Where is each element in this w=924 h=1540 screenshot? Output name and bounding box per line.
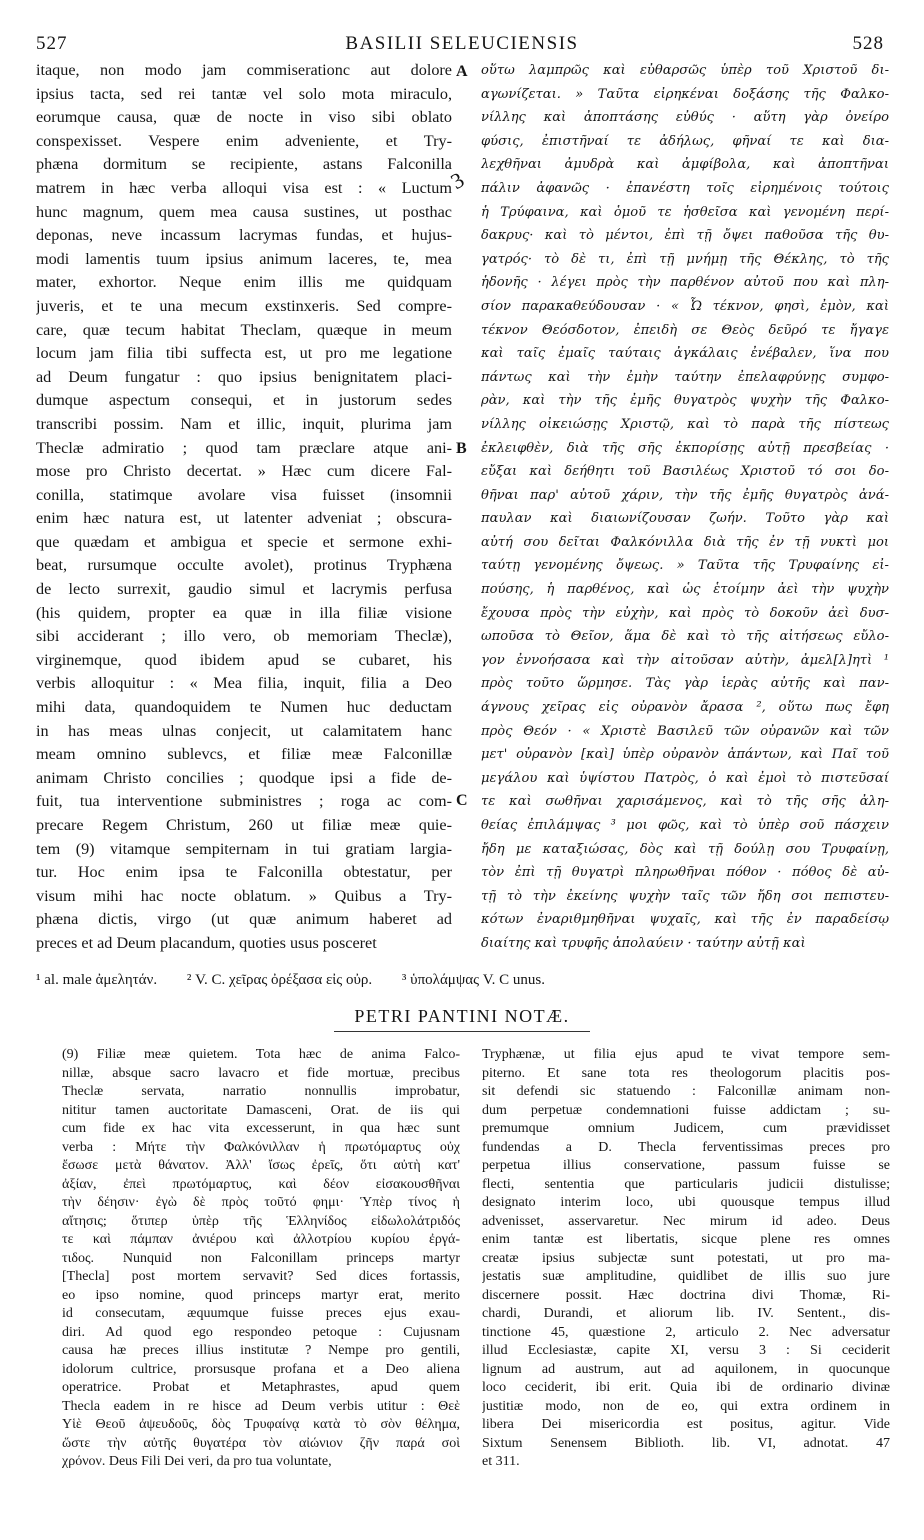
note-line: cum fide ex hac vita excesserunt, in qua hæc sunt <box>62 1121 460 1136</box>
note-line: illud Ecclesiastæ, capite XI, versu 3 : Si ceciderit <box>482 1343 890 1358</box>
greek-text-line: παυλαν καὶ διαιωνίζουσαν ζωήν. Τοῦτο γὰρ καὶ <box>481 511 889 527</box>
greek-text-line: εὔξαι καὶ δεήθητι τοῦ Βασιλέως Χριστοῦ τό σοι δο- <box>481 464 889 480</box>
margin-marker-a: A <box>456 63 468 80</box>
greek-text-line: τὸν ἐπὶ τῇ θυγατρὶ πληρωθῆναι πόθον · πόθος δὲ αὐ- <box>481 865 889 881</box>
latin-text-line: virginemque, quod ibidem apud se cubaret, his <box>36 650 452 669</box>
latin-text-line: verbis alloquitur : « Mea filia, inquit, filia a Deo <box>36 674 452 693</box>
note-line: tinctione 45, quæstione 2, articulo 2. Nec adversatur <box>482 1324 890 1340</box>
latin-text-line: precare Regem Christum, 260 ut filiæ meæ quie- <box>36 816 452 834</box>
note-line: eo ipso nomine, quod princeps martyr erat, merito <box>62 1287 460 1303</box>
note-line: lignum ad austrum, aut ad aquilonem, in quocunque <box>482 1361 890 1377</box>
greek-text-line: ταύτῃ γενομένης ὄψεως. » Ταῦτα τῆς Τρυφαίνης εἰ- <box>481 558 889 574</box>
note-line: causa hæ preces illius institutæ ? Nempe pro gentili, <box>62 1343 460 1358</box>
heading-rule <box>334 1031 590 1032</box>
greek-text-line: μεγάλου καὶ ὑψίστου Πατρὸς, ὁ καὶ ἐμοὶ τὸ πιστεῦσαί <box>481 770 889 786</box>
note-line: dum perpetuæ condemnationi fuisse addictam ; su- <box>482 1102 890 1118</box>
note-line: nillæ, absque sacro lavacro et fide mortuæ, precibus <box>62 1065 460 1081</box>
page-number-left: 527 <box>36 33 68 54</box>
note-line: chardi, Durandi, et aliorum lib. IV. Sentent., dis- <box>482 1306 890 1321</box>
note-line: idolorum cultrice, prorsusque profana et a Deo aliena <box>62 1361 460 1377</box>
notes-heading: PETRI PANTINI NOTÆ. <box>354 1006 570 1026</box>
latin-text-line: deponas, neve incassum lacrymas fundas, et hujus- <box>36 226 452 245</box>
latin-text-line: mose pro Christo decertat. » Hæc cum dicere Fal- <box>36 462 452 481</box>
note-line: ἀξίαν, ἐπεὶ πρωτόμαρτυς, καὶ δέον εἰσακουσθῆναι <box>62 1176 460 1192</box>
greek-text-line: διαίτης καὶ τρυφῆς ἀπολαύειν · ταύτην αὐτῇ καὶ <box>481 935 806 951</box>
greek-text-line: ἐκλειφθὲν, διὰ τῆς σῆς ἐκπορίσῃς αὐτῇ πρεσβείας · <box>481 440 889 456</box>
note-line: piterno. Et sane tota res theologorum placitis pos- <box>482 1065 890 1081</box>
greek-text-line: πρὸς Θεόν · « Χριστὲ Βασιλεῦ τῶν οὐρανῶν καὶ τῶν <box>481 723 889 739</box>
note-line: id consecutam, æquumque fuisse preces ejus exau- <box>62 1306 460 1321</box>
margin-marker-c: C <box>456 792 468 809</box>
greek-text-line: αγωνίζεται. » Ταῦτα εἰρηκέναι δοξάσης τῆς Φαλκο- <box>481 86 889 102</box>
latin-text-line: ad Deum fungatur : quo ipsius benignitatem placi- <box>36 367 452 386</box>
greek-text-line: πάντως καὶ τὴν ἐμὴν ταύτην ἐπελαφρύνῃς συμφο- <box>481 369 889 385</box>
greek-text-line: οὕτω λαμπρῶς καὶ εὐθαρσῶς ὑπὲρ τοῦ Χριστοῦ δι- <box>481 63 889 78</box>
latin-text-line: itaque, non modo jam commiserationc aut dolore <box>36 61 452 79</box>
greek-text-line: ἔχουσα πρὸς τὴν εὐχὴν, καὶ πρὸς τὸ δοκοῦν ἀεὶ δυσ- <box>481 605 889 621</box>
latin-text-line: eorumque causa, quæ de nocte in viso sibi oblato <box>36 108 452 127</box>
greek-text-line: τῇ τὸ τὴν ἐκείνης ψυχὴν ταῖς τῶν ἤδη σοι πεπιστευ- <box>481 888 889 904</box>
note-line: loco ceciderit, ibi erit. Quia ibi de ordinario divinæ <box>482 1380 890 1395</box>
greek-text-line: τέκνον Θεόσδοτον, ἐπειδὴ σε Θεὸς δεῦρό τε ἤγαγε <box>481 322 889 338</box>
latin-text-line: ipsius tacta, sed rei tantæ vel solo mota miraculo, <box>36 84 452 103</box>
greek-text-line: γον ἐννοήσασα καὶ τὴν αἰτοῦσαν αὐτὴν, ἀμελ[λ]ητὶ ¹ <box>481 652 889 668</box>
greek-text-line: τε καὶ σωθῆναι χαρισάμενος, καὶ τὸ τῆς σῆς ἀλη- <box>481 794 889 810</box>
note-line: flecti, sententia que particularis judicii distulisse; <box>482 1176 890 1192</box>
latin-text-line: tur. Hoc enim ipsa te Falconilla obtestatur, per <box>36 863 452 882</box>
latin-text-line: Theclæ admiratio ; quod tam præclare atque ani- <box>36 438 452 457</box>
note-line: (9) Filiæ meæ quietem. Tota hæc de anima Falco- <box>62 1047 460 1062</box>
greek-text-line: θῆναι παρ' αὐτοῦ χάριν, τὴν τῆς ἐμῆς θυγατρὸς ἀνά- <box>481 487 889 503</box>
greek-text-line: μετ' οὐρανὸν [καὶ] ὑπὲρ οὐρανὸν ἁπάντων, καὶ Παῖ τοῦ <box>481 747 889 763</box>
note-line: αἴτησις; ὅτιπερ ὑπὲρ τῆς Ἑλληνίδος εἰδωλολάτριδός <box>62 1213 460 1229</box>
note-line: fundendas a D. Thecla ferventissimas preces pro <box>482 1139 890 1155</box>
note-line: τιδος. Nunquid non Falconillam princeps martyr <box>62 1250 460 1266</box>
latin-text-line: de lecto surrexit, gaudio simul et lacrymis perfusa <box>36 580 452 599</box>
note-line: Υἱὲ Θεοῦ ἀψευδοῦς, δὸς Τρυφαίνᾳ κατὰ τὸ σὸν θέλημα, <box>62 1417 460 1432</box>
latin-text-line: transcribi possim. Nam et illic, inquit, plurima jam <box>36 414 452 433</box>
latin-text-line: animam Christo concilies ; quodque ipsi a fide de- <box>36 768 452 787</box>
note-line: justitiæ modo, non de eo, qui extra ordinem in <box>482 1398 890 1414</box>
latin-text-line: phæna dictis, virgo (ut quæ animum haberet ad <box>36 910 452 929</box>
latin-text-line: conilla, statimque avolare visa fuisset (insomnii <box>36 485 452 504</box>
latin-text-line: fuit, tua interventione subministres ; roga ac com- <box>36 792 452 811</box>
margin-marker-b: B <box>456 440 467 457</box>
note-line: verba : Μήτε τὴν Φαλκόνιλλαν ἡ πρωτόμαρτυς οὐχ <box>62 1139 460 1155</box>
note-line: Theclæ servata, narratio nonnullis improbatur, <box>62 1084 460 1099</box>
latin-text-line: preces et ad Deum placandum, quoties usus posceret <box>36 933 377 952</box>
latin-text-line: juveris, et te una mecum exstinxeris. Sed compre- <box>36 296 452 315</box>
note-line: τὴν δέησιν· ἐγὼ δὲ πρὸς τοῦτό φημι· Ὑπὲρ τίνος ἡ <box>62 1195 460 1210</box>
latin-text-line: meam omnino sublevcs, et filiæ meæ Falconillæ <box>36 745 452 764</box>
note-line: ὥστε τὴν αὐτῆς θυγατέρα τὸν αἰώνιον ζῆν παρά σοὶ <box>62 1435 460 1451</box>
greek-text-line: καὶ ταῖς ἐμαῖς ταύταις ἀγκάλαις ἐνέβαλεν, ἵνα που <box>481 346 889 362</box>
footnote-1: ¹ al. male ἀμελητάν. <box>36 972 158 988</box>
greek-text-line: ἡ Τρύφαινα, καὶ ὁμοῦ τε ἡσθεῖσα καὶ γενομένη περί- <box>481 204 889 220</box>
greek-text-line: θείας ἐπιλάμψας ³ μοι φῶς, καὶ τὸ ὑπὲρ σοῦ πάσχειν <box>481 818 889 833</box>
note-line: advenisset, asservaretur. Nec mirum id adeo. Deus <box>482 1213 890 1229</box>
greek-text-line: πάλιν ἀφανῶς · ἐπανέστη τοῖς εἰρημένοις τούτοις <box>481 180 889 196</box>
greek-text-line: ἡδονῆς · λέγει πρὸς τὴν παρθένον αὐτοῦ που καὶ πλη- <box>481 275 889 291</box>
note-line: libera Dei misericordia est positus, agitur. Vide <box>482 1417 890 1432</box>
latin-text-line: beat, rursumque occulte avolet), protinus Tryphæna <box>36 556 452 575</box>
note-line: creatæ ipsius subjectæ sunt potestati, ut pro ma- <box>482 1250 890 1266</box>
footnotes <box>36 970 896 990</box>
note-line: perpetua illius conservatione, passum fuisse se <box>482 1158 890 1173</box>
latin-text-line: matrem in hæc verba alloqui visa est : « Luctum <box>36 178 452 197</box>
latin-text-line: visum mihi hac nocte oblatum. » Quibus a Try- <box>36 886 452 905</box>
latin-text-column <box>36 59 452 956</box>
latin-text-line: que quædam et ambigua et specie et sermone exhi- <box>36 532 452 551</box>
note-line: designato interim loco, ubi quousque tempus illud <box>482 1195 890 1210</box>
greek-text-line: αὐτή σου δεῖται Φαλκόνιλλα διὰ τῆς ἐν τῇ νυκτὶ μοι <box>481 534 889 550</box>
greek-text-line: άγνους χεῖρας εἰς οὐρανὸν ἄρασα ², οὕτω πως ἔφη <box>481 700 889 716</box>
latin-text-line: mihi data, quandoquidem te Numen huc deductam <box>36 698 452 717</box>
footnote-3: ³ ὑπολάμψας V. C unus. <box>401 972 546 988</box>
footnote-2: ² V. C. χεῖρας ὀρέξασα εἰς οὐρ. <box>186 972 373 988</box>
note-line: [Thecla] post mortem servavit? Sed dices fortassis, <box>62 1269 460 1284</box>
greek-text-line: ρὰν, καὶ τὴν τῆς ἐμῆς θυγατρὸς ψυχὴν τῆς Φαλκο- <box>481 393 889 409</box>
note-line: Thecla eadem in re hisce ad Deum verbis utitur : Θεὲ <box>62 1398 460 1414</box>
greek-text-column <box>481 59 889 956</box>
page-number-right: 528 <box>852 33 884 54</box>
latin-text-line: (his quidem, propter ea quæ in illa filiæ visione <box>36 603 452 622</box>
latin-text-line: locum jam filia tibi suffecta est, ut pro me legatione <box>36 344 452 363</box>
latin-text-line: care, quæ tecum habitat Theclam, quæque in meum <box>36 320 452 339</box>
greek-text-line: πούσης, ἡ παρθένος, καὶ ὡς ἑτοίμην ἀεὶ τὴν ψυχὴν <box>481 582 889 598</box>
latin-text-line: hunc magnum, quem mea causa sustines, ut posthac <box>36 202 452 221</box>
latin-text-line: enim hæc natura est, ut latenter adveniat ; obscura- <box>36 509 452 528</box>
latin-text-line: tem (9) vitamque sempiternam in tui gratiam largia- <box>36 839 452 858</box>
latin-text-line: conspexisset. Vespere enim adveniente, et Try- <box>36 131 452 150</box>
greek-text-line: πρὸς τοῦτο ὥρμησε. Τὰς γὰρ ἱερὰς αὐτῆς καὶ παν- <box>481 676 889 692</box>
greek-text-line: κότων ἐναριθμηθῆναι ψυχαῖς, καὶ τῆς ἐν παραδείσῳ <box>481 912 889 928</box>
greek-text-line: ἤδη με καταξιώσας, δὸς καὶ τῇ δούλῃ σου Τρυφαίνῃ, <box>481 841 889 857</box>
note-line: operatrice. Probat et Metaphrastes, apud quem <box>62 1380 460 1395</box>
note-line: Sixtum Senensem Biblioth. lib. VI, adnotat. 47 <box>482 1435 890 1451</box>
margin-column-number: 3 <box>446 166 469 195</box>
latin-text-line: sibi acciderant ; illo vero, ob memoriam Theclæ), <box>36 627 452 646</box>
note-line: discernere possit. Hæc doctrina divi Thomæ, Ri- <box>482 1287 890 1303</box>
notes-left-column <box>62 1046 460 1472</box>
greek-text-line: σίον παρακαθεύδουσαν · « Ὦ τέκνον, φησὶ, ἐμὸν, καὶ <box>481 298 889 314</box>
greek-text-line: νίλλης οἰκειώσῃς Χριστῷ, καὶ τὸ παρὰ τῆς πίστεως <box>481 416 889 432</box>
latin-text-line: mater, exhortor. Neque enim illis me quidquam <box>36 273 452 292</box>
running-title: BASILII SELEUCIENSIS <box>345 33 579 54</box>
note-line: nititur tamen auctoritate Damasceni, Orat. de iis qui <box>62 1102 460 1118</box>
latin-text-line: modi lamentis tuum ipsius animum laceres, te, mea <box>36 249 452 268</box>
latin-text-line: dumque aspectum consequi, et in justorum sedes <box>36 391 452 410</box>
note-line: Tryphænæ, ut filia ejus apud te vivat tempore sem- <box>482 1047 890 1062</box>
greek-text-line: νίλλης καὶ ἀποπτάσης εὐθύς · αὕτη γὰρ ὀνείρο <box>481 110 889 126</box>
greek-text-line: δακρυς· καὶ τὸ μέντοι, ἐπὶ τῇ ὄψει παθοῦσα τῆς θυ- <box>481 228 889 244</box>
greek-text-line: γατρός· τὸ δὲ τι, ἐπὶ τῇ μνήμῃ τῆς Θέκλης, τὸ τῆς <box>481 251 889 267</box>
note-line: diri. Ad quod ego respondeo petoque : Cujusnam <box>62 1324 460 1340</box>
note-line: sit defendi sic statuendo : Falconillæ animam non- <box>482 1084 890 1099</box>
latin-text-line: phæna dormitum se recipiente, astans Falconilla <box>36 155 452 174</box>
latin-text-line: in has meas ulnas conjecit, ut calamitatem hanc <box>36 721 452 740</box>
note-line: et 311. <box>482 1454 520 1469</box>
note-line: τε καὶ πάμπαν ἀνιέρου καὶ ἀλλοτρίου κυρίου ἐργά- <box>62 1232 460 1247</box>
note-line: jestatis suæ amplitudine, quidlibet de illis suo jure <box>482 1269 890 1284</box>
note-line: premumque omnium Judicem, cum prævidisset <box>482 1121 890 1136</box>
greek-text-line: λεχθῆναι ἀμυδρὰ καὶ ἀμφίβολα, καὶ ἀποπτῆναι <box>481 157 889 173</box>
greek-text-line: ωποῦσα τὸ Θεῖον, ἅμα δὲ καὶ τὸ τῆς αἰτήσεως εὔλο- <box>481 629 889 645</box>
notes-right-column <box>482 1046 890 1472</box>
note-line: enim tantæ est libertatis, sicque plene res omnes <box>482 1232 890 1247</box>
note-line: ἔσωσε μετὰ θάνατον. Ἀλλ' ἴσως ἐρεῖς, ὅτι αὐτὴ κατ' <box>62 1158 460 1173</box>
note-line: χρόνον. Deus Fili Dei veri, da pro tua voluntate, <box>62 1454 332 1469</box>
greek-text-line: φύσις, ἐπιστῆναί τε ἀδήλως, φῆναί τε καὶ δια- <box>481 133 889 149</box>
